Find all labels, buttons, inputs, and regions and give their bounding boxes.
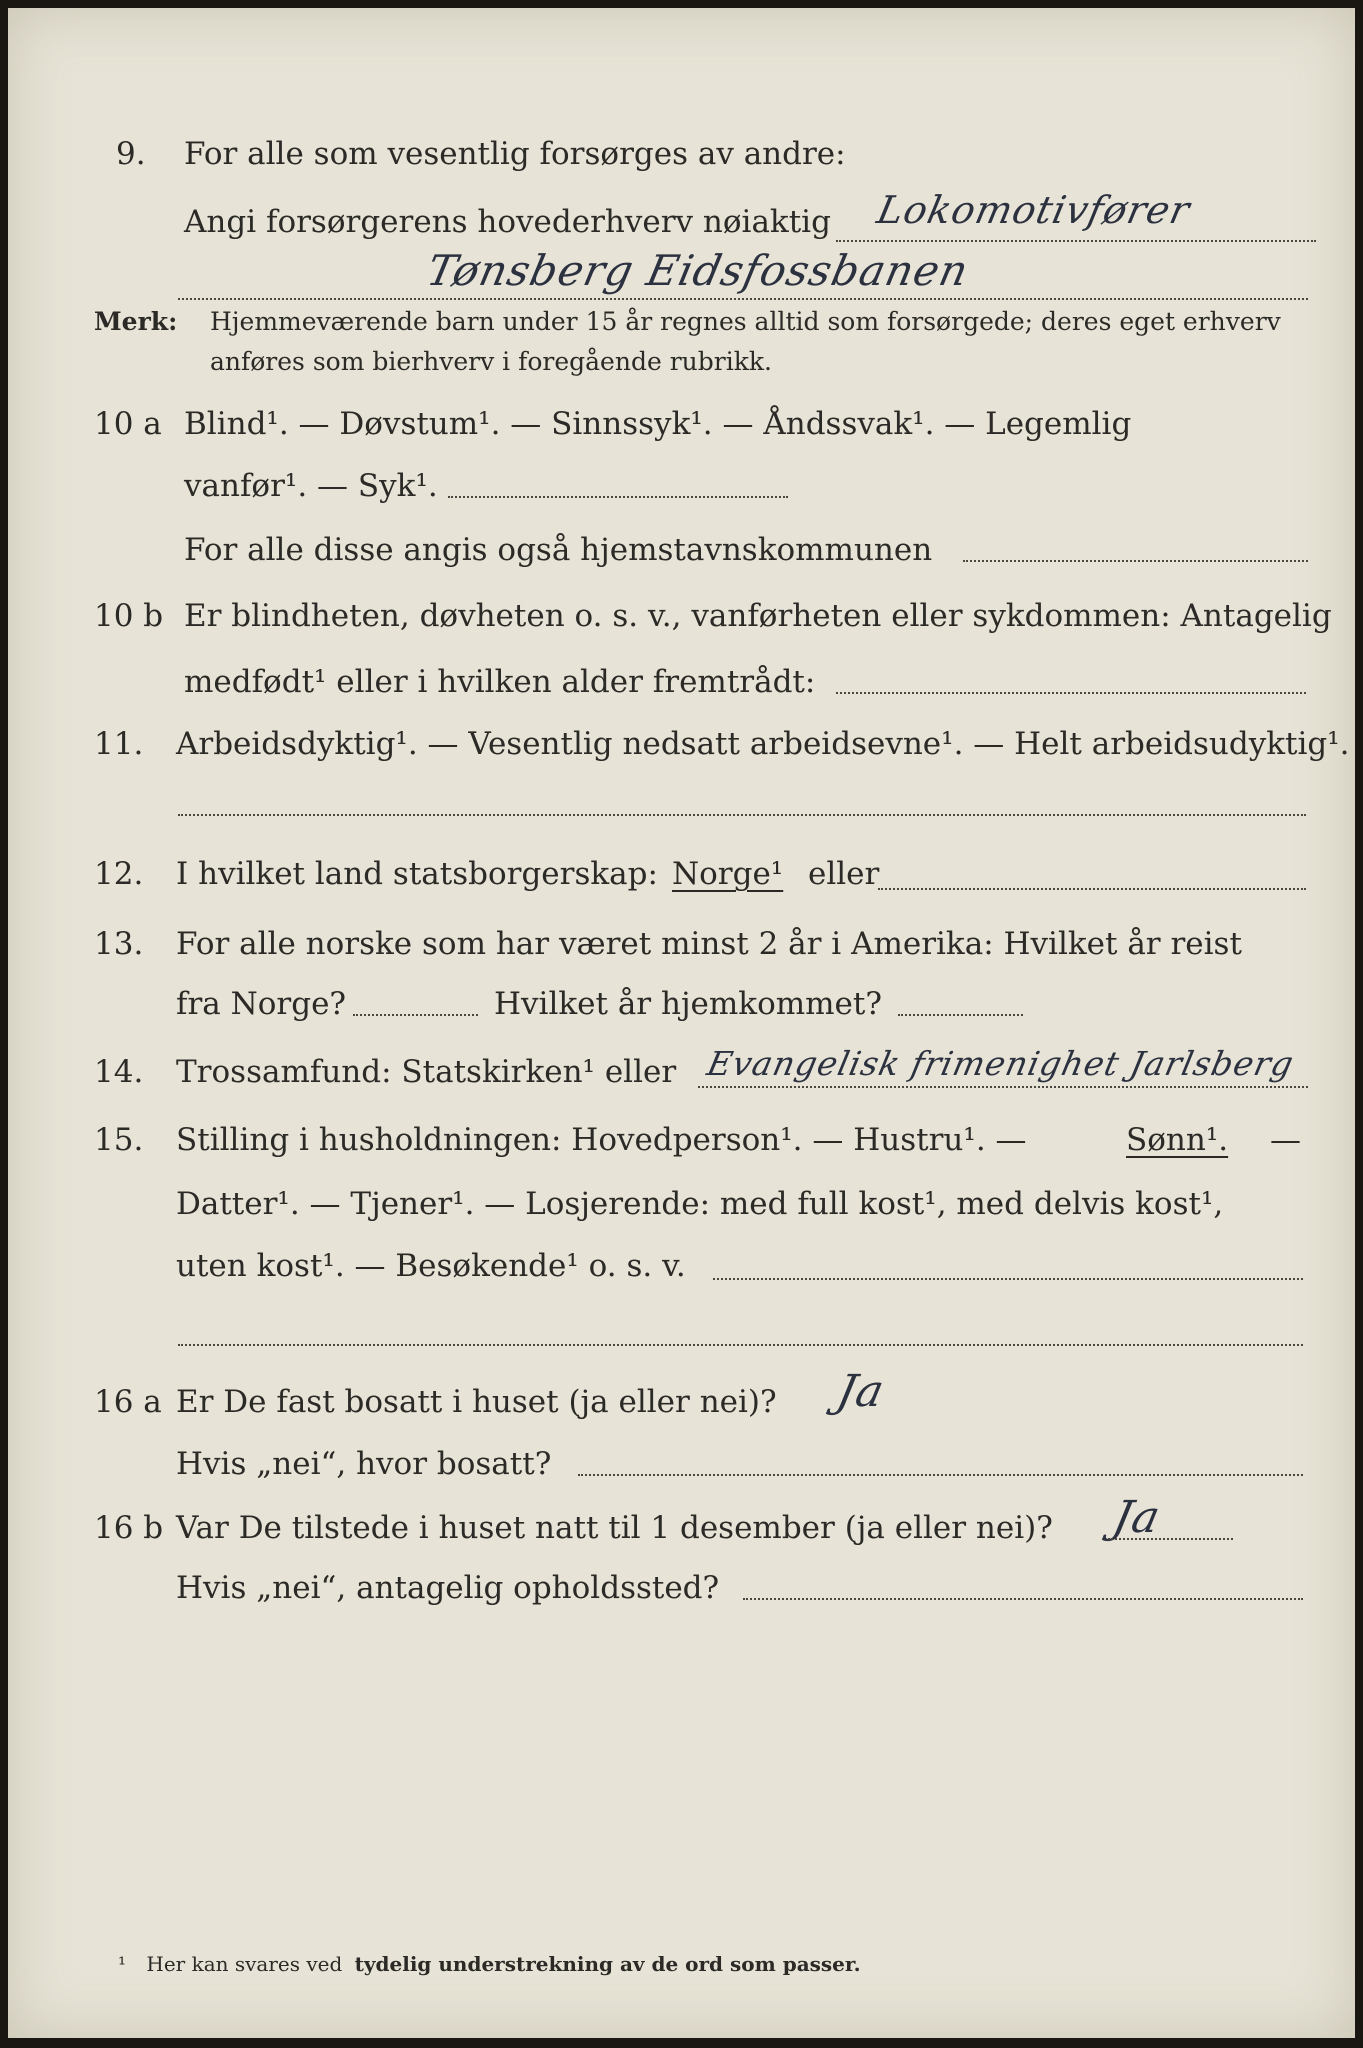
underlined-answer: Norge¹ [672, 856, 784, 892]
question-number: 13. [94, 926, 144, 962]
answer-line [178, 1344, 1303, 1346]
answer-line [963, 560, 1308, 562]
question-text: Datter¹. — Tjener¹. — Losjerende: med full kost¹, med delvis kost¹, [176, 1186, 1224, 1222]
answer-line [178, 298, 1308, 300]
question-text: Angi forsørgerens hovederhverv nøiaktig [184, 204, 831, 240]
footnote-mark: ¹ [118, 1952, 127, 1976]
answer-line [836, 692, 1306, 694]
underlined-answer: Sønn¹. [1126, 1122, 1229, 1158]
question-text: vanfør¹. — Syk¹. [184, 468, 438, 504]
question-text: medfødt¹ eller i hvilken alder fremtrådt: [184, 664, 816, 700]
question-text: Var De tilstede i huset natt til 1 desember (ja eller nei)? [176, 1510, 1053, 1546]
answer-line [448, 496, 788, 498]
question-text: Blind¹. — Døvstum¹. — Sinnssyk¹. — Åndssvak¹. — Legemlig [184, 406, 1132, 442]
question-text: Hvis „nei“, antagelig opholdssted? [176, 1570, 720, 1606]
question-text: Arbeidsdyktig¹. — Vesentlig nedsatt arbeidsevne¹. — Helt arbeidsudyktig¹. [176, 726, 1350, 762]
note-text: Hjemmeværende barn under 15 år regnes alltid som forsørgede; deres eget erhverv [210, 307, 1281, 336]
answer-line [353, 1014, 478, 1016]
footnote [118, 1952, 861, 1976]
question-number: 16 a [94, 1384, 162, 1420]
handwritten-answer: Evangelisk frimenighet Jarlsberg [703, 1044, 1298, 1083]
handwritten-answer: Tønsberg Eidsfossbanen [422, 246, 974, 295]
handwritten-answer: Ja [832, 1366, 890, 1417]
answer-line [698, 1086, 1308, 1088]
question-text: For alle norske som har været minst 2 år i Amerika: Hvilket år reist [176, 926, 1242, 962]
footnote-emphasis: tydelig understrekning av de ord som passer. [354, 1952, 861, 1976]
answer-line [878, 888, 1306, 890]
note-text: anføres som bierhverv i foregående rubrikk. [210, 347, 772, 376]
answer-line [178, 814, 1306, 816]
question-text: Er blindheten, døvheten o. s. v., vanførheten eller sykdommen: Antagelig [184, 598, 1332, 634]
answer-line [743, 1598, 1303, 1600]
question-number: 10 a [94, 406, 162, 442]
question-text: Er De fast bosatt i huset (ja eller nei)? [176, 1384, 777, 1420]
answer-line [898, 1014, 1023, 1016]
question-text: eller [808, 856, 880, 892]
footnote-text: Her kan svares ved [146, 1952, 343, 1976]
note-label: Merk: [94, 307, 178, 336]
question-text: For alle som vesentlig forsørges av andre: [184, 136, 846, 172]
question-text: Trossamfund: Statskirken¹ eller [176, 1054, 677, 1090]
question-number: 16 b [94, 1510, 164, 1546]
question-number: 15. [94, 1122, 144, 1158]
question-number: 10 b [94, 598, 164, 634]
answer-line [578, 1474, 1303, 1476]
question-text: uten kost¹. — Besøkende¹ o. s. v. [176, 1248, 686, 1284]
handwritten-answer: Ja [1108, 1492, 1166, 1543]
question-text: Stilling i husholdningen: Hovedperson¹. — Hustru¹. — [176, 1122, 1027, 1158]
question-text: Hvilket år hjemkommet? [494, 986, 882, 1022]
answer-line [1108, 1538, 1233, 1540]
question-text: For alle disse angis også hjemstavnskommunen [184, 532, 933, 568]
question-number: 12. [94, 856, 144, 892]
question-text: fra Norge? [176, 986, 347, 1022]
question-number: 14. [94, 1054, 144, 1090]
answer-line [836, 240, 1316, 242]
question-text: Hvis „nei“, hvor bosatt? [176, 1446, 552, 1482]
question-number: 11. [94, 726, 144, 762]
answer-line [713, 1278, 1303, 1280]
question-text: I hvilket land statsborgerskap: [176, 856, 658, 892]
handwritten-answer: Lokomotivfører [873, 188, 1195, 232]
question-text: — [1270, 1122, 1301, 1158]
question-number: 9. [116, 136, 146, 172]
census-form-page [8, 8, 1355, 2038]
